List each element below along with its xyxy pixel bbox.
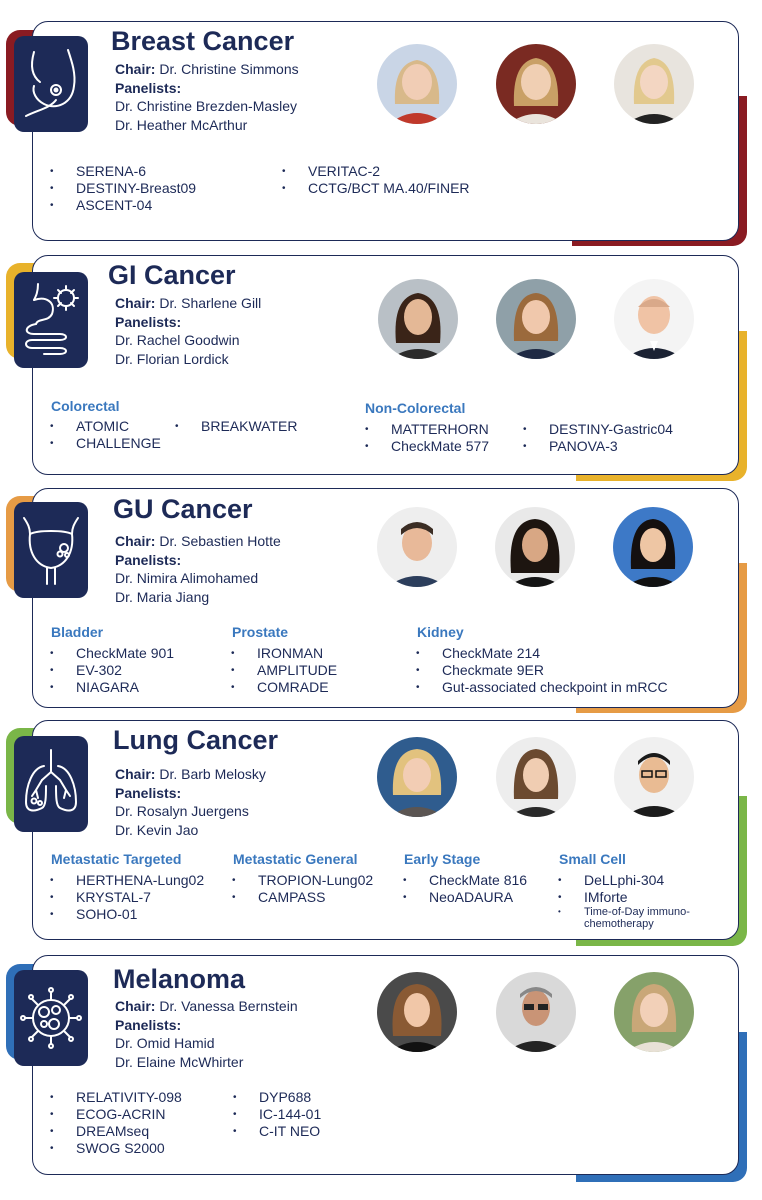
trial-item: • DeLLphi-304: [558, 872, 714, 889]
melanoma-panelist: Dr. Omid Hamid: [115, 1035, 215, 1051]
trial-item: • CheckMate 577: [365, 438, 489, 455]
gi-colorectal-heading: Colorectal: [51, 398, 120, 414]
trial-item: • NIAGARA: [50, 679, 174, 696]
gi-chair: Chair: Dr. Sharlene Gill: [115, 295, 262, 311]
trial-item: • TROPION-Lung02: [232, 872, 373, 889]
lung-panelist: Dr. Kevin Jao: [115, 821, 199, 838]
panelist-photo: [377, 507, 457, 587]
breast-panelist: Dr. Heather McArthur: [115, 116, 248, 133]
trial-item: • CheckMate 214: [416, 645, 668, 662]
melanoma-panelist: Dr. Elaine McWhirter: [115, 1053, 244, 1070]
breast-people: [115, 60, 299, 134]
trial-item: • DYP688: [233, 1089, 321, 1106]
digestive-system-icon: [14, 272, 88, 368]
panelist-photo: [377, 737, 457, 817]
gu-bladder-heading: Bladder: [51, 624, 104, 640]
lung-people: [115, 765, 266, 839]
trial-item: • C-IT NEO: [233, 1123, 321, 1140]
panelist-photo: [495, 507, 575, 587]
gu-chair: Chair: Dr. Sebastien Hotte: [115, 533, 281, 549]
breast-panelist: Dr. Christine Brezden-Masley: [115, 98, 298, 114]
panelist-photo: [496, 972, 576, 1052]
gi-non-colorectal-col2: [523, 421, 673, 455]
gu-people: [115, 532, 281, 606]
lung-panelist: Dr. Rosalyn Juergens: [115, 803, 249, 819]
breast-panelists-label: Panelists:: [115, 79, 182, 96]
melanoma-trials-col2: [233, 1089, 321, 1140]
lung-small-cell-heading: Small Cell: [559, 851, 626, 867]
trial-item: • DESTINY-Gastric04: [523, 421, 673, 438]
lung-panelists-label: Panelists:: [115, 784, 182, 801]
trial-item: • ATOMIC: [50, 418, 161, 435]
gi-panelist: Dr. Rachel Goodwin: [115, 332, 240, 348]
trial-item: • HERTHENA-Lung02: [50, 872, 204, 889]
gu-bladder-list: [50, 645, 174, 696]
panelist-photo: [614, 44, 694, 124]
trial-item: • Checkmate 9ER: [416, 662, 668, 679]
panelist-photo: [496, 279, 576, 359]
breast-title: Breast Cancer: [111, 26, 295, 56]
trial-item: • SERENA-6: [50, 163, 196, 180]
trial-item: • EV-302: [50, 662, 174, 679]
breast-trials-col2: [282, 163, 470, 197]
melanoma-people: [115, 997, 298, 1071]
panelist-photo: [613, 507, 693, 587]
panelist-photo: [496, 44, 576, 124]
gi-colorectal-col2: [175, 418, 297, 435]
melanoma-chair: Chair: Dr. Vanessa Bernstein: [115, 998, 298, 1014]
lung-chair: Chair: Dr. Barb Melosky: [115, 766, 266, 782]
trial-item: • ASCENT-04: [50, 197, 196, 214]
breast-chair: Chair: Dr. Christine Simmons: [115, 61, 299, 77]
gi-people: [115, 294, 261, 368]
trial-item: • MATTERHORN: [365, 421, 489, 438]
gi-non-colorectal-heading: Non-Colorectal: [365, 400, 466, 416]
breast-icon: [14, 36, 88, 132]
trial-item: • CHALLENGE: [50, 435, 161, 452]
lungs-icon: [14, 736, 88, 832]
trial-item: • VERITAC-2: [282, 163, 470, 180]
gu-kidney-heading: Kidney: [417, 624, 464, 640]
trial-item: • AMPLITUDE: [231, 662, 337, 679]
trial-item: • CCTG/BCT MA.40/FINER: [282, 180, 470, 197]
panelist-photo: [614, 279, 694, 359]
panelist-photo: [378, 279, 458, 359]
trial-item: • CAMPASS: [232, 889, 373, 906]
trial-item: • COMRADE: [231, 679, 337, 696]
trial-item: • BREAKWATER: [175, 418, 297, 435]
trial-item: • IMforte: [558, 889, 714, 906]
panelist-photo: [377, 972, 457, 1052]
melanoma-trials-col1: [50, 1089, 182, 1157]
lung-metastatic-targeted-heading: Metastatic Targeted: [51, 851, 182, 867]
lung-early-stage-list: [403, 872, 527, 906]
panelist-photo: [614, 737, 694, 817]
gi-title: GI Cancer: [108, 260, 236, 290]
melanoma-title: Melanoma: [113, 964, 246, 994]
trial-item-note: • Time-of-Day immuno-chemotherapy: [558, 906, 714, 930]
trial-item: • IRONMAN: [231, 645, 337, 662]
gu-prostate-heading: Prostate: [232, 624, 289, 640]
gu-prostate-list: [231, 645, 337, 696]
panelist-photo: [377, 44, 457, 124]
cancer-cell-icon: [14, 970, 88, 1066]
trial-item: • PANOVA-3: [523, 438, 673, 455]
trial-item: • DESTINY-Breast09: [50, 180, 196, 197]
gu-kidney-list: [416, 645, 668, 696]
gu-title: GU Cancer: [113, 494, 253, 524]
lung-early-stage-heading: Early Stage: [404, 851, 481, 867]
bladder-icon: [14, 502, 88, 598]
gu-panelist: Dr. Nimira Alimohamed: [115, 570, 259, 586]
gi-panelists-label: Panelists:: [115, 313, 182, 330]
trial-item: • CheckMate 901: [50, 645, 174, 662]
gi-colorectal-col1: [50, 418, 161, 452]
trial-item: • SWOG S2000: [50, 1140, 182, 1157]
trial-item: • SOHO-01: [50, 906, 204, 923]
gu-panelists-label: Panelists:: [115, 551, 182, 568]
trial-item: • RELATIVITY-098: [50, 1089, 182, 1106]
gi-non-colorectal-col1: [365, 421, 489, 455]
panelist-photo: [496, 737, 576, 817]
gu-panelist: Dr. Maria Jiang: [115, 588, 210, 605]
lung-title: Lung Cancer: [113, 725, 279, 755]
gi-panelist: Dr. Florian Lordick: [115, 350, 229, 367]
trial-item: • DREAMseq: [50, 1123, 182, 1140]
trial-item: • Gut-associated checkpoint in mRCC: [416, 679, 668, 696]
lung-metastatic-general-heading: Metastatic General: [233, 851, 358, 867]
melanoma-panelists-label: Panelists:: [115, 1016, 182, 1033]
lung-metastatic-general-list: [232, 872, 373, 906]
lung-metastatic-targeted-list: [50, 872, 204, 923]
breast-trials-col1: [50, 163, 196, 214]
trial-item: • NeoADAURA: [403, 889, 527, 906]
lung-small-cell-list: [558, 872, 714, 930]
trial-item: • CheckMate 816: [403, 872, 527, 889]
trial-item: • ECOG-ACRIN: [50, 1106, 182, 1123]
trial-item: • KRYSTAL-7: [50, 889, 204, 906]
panelist-photo: [614, 972, 694, 1052]
trial-item: • IC-144-01: [233, 1106, 321, 1123]
